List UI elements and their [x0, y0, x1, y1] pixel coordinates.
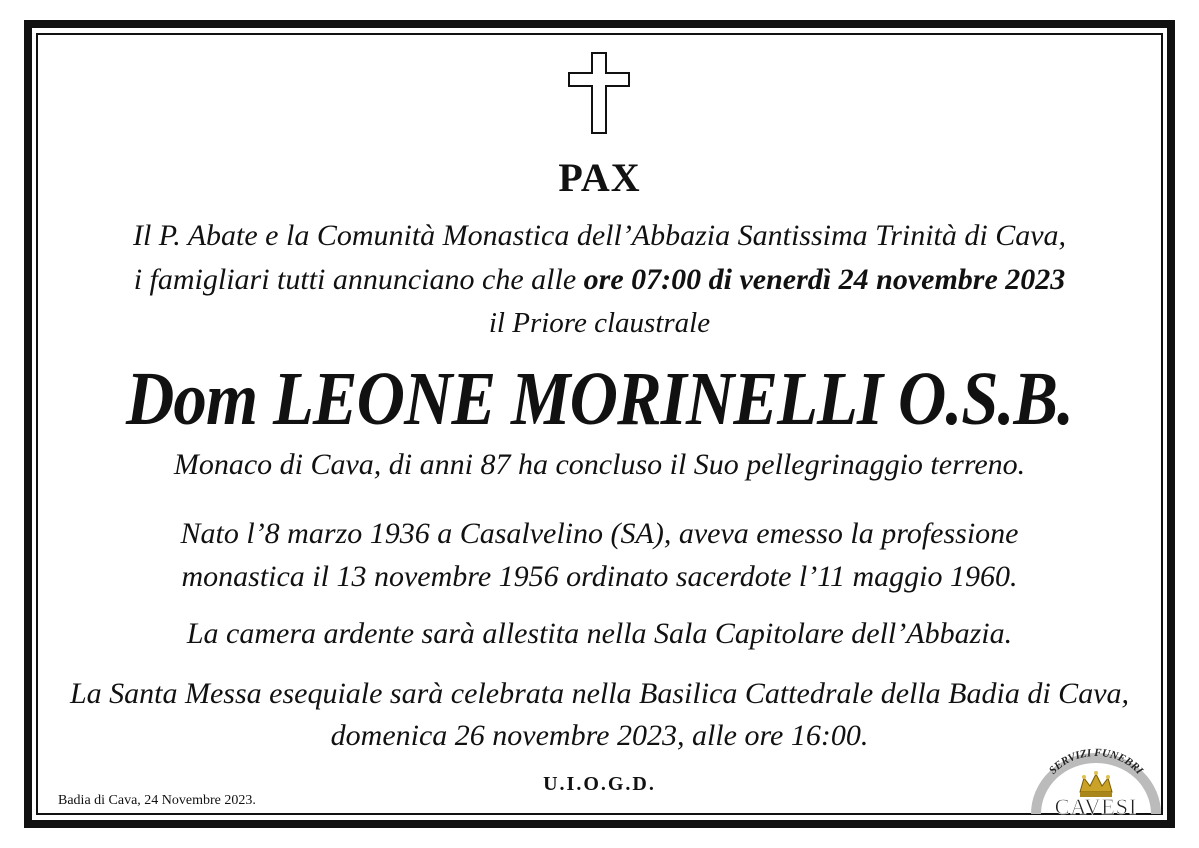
- cross-icon: [566, 51, 632, 135]
- funeral-services-logo: [1030, 748, 1162, 818]
- age-paragraph: Monaco di Cava, di anni 87 ha concluso il Suo pellegrinaggio terreno.: [173, 448, 1026, 481]
- intro-line-1: Il P. Abate e la Comunità Monastica dell’Abbazia Santissima Trinità di Cava,: [132, 219, 1067, 252]
- funeral-mass-line-1: La Santa Messa esequiale sarà celebrata nella Basilica Cattedrale della Badia di Cava,: [69, 677, 1130, 710]
- intro-line-3: il Priore claustrale: [488, 307, 711, 339]
- pax-heading: PAX: [558, 155, 641, 200]
- svg-text:SERVIZI FUNEBRI: SERVIZI FUNEBRI: [1046, 748, 1146, 777]
- signature: U.I.O.G.D.: [543, 773, 656, 795]
- biography-line-2: monastica il 13 novembre 1956 ordinato sacerdote l’11 maggio 1960.: [181, 560, 1018, 593]
- funeral-mass-line-2: domenica 26 novembre 2023, alle ore 16:00.: [330, 719, 869, 752]
- wake-paragraph: La camera ardente sarà allestita nella Sala Capitolare dell’Abbazia.: [186, 617, 1013, 650]
- intro-line-2: [0, 263, 1199, 297]
- biography-line-1: Nato l’8 marzo 1936 a Casalvelino (SA), aveva emesso la professione: [180, 517, 1019, 550]
- death-time: ore 07:00 di venerdì 24 novembre 2023: [583, 263, 1066, 296]
- deceased-name: Dom LEONE MORINELLI O.S.B.: [125, 357, 1074, 441]
- intro-line-2-text: i famigliari tutti annunciano che alle: [133, 263, 584, 296]
- svg-text:CAVESI: CAVESI: [1054, 794, 1138, 818]
- place-date: Badia di Cava, 24 Novembre 2023.: [58, 793, 256, 808]
